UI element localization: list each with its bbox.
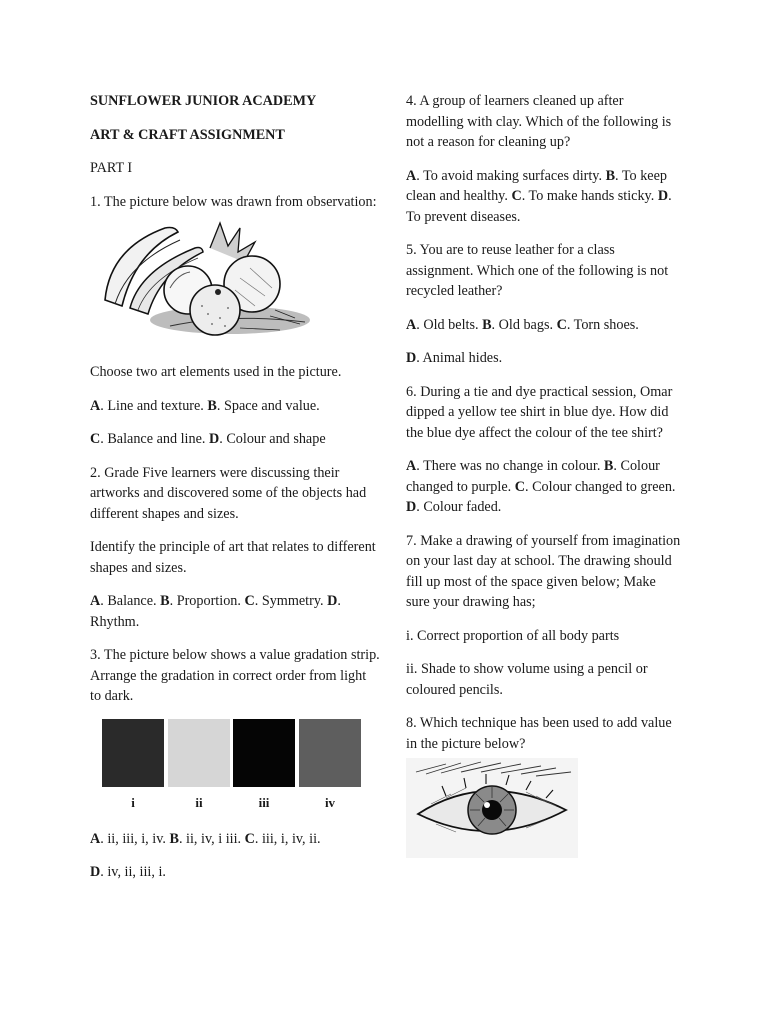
option-text: . Animal hides. [416,350,503,366]
question-7-item-1: i. Correct proportion of all body parts [406,627,620,644]
swatch-ii [168,719,230,787]
option-text: . Balance and line. [100,431,209,447]
swatch-iv [299,719,361,787]
option-text: . Old belts. [416,316,483,333]
option-text: . To make hands sticky. [521,188,658,204]
option-letter: A [406,458,417,474]
option-text: . Colour faded. [416,499,502,515]
swatch-iii [233,719,295,787]
eye-hatching-drawing [406,758,578,858]
option-letter: B [482,316,492,333]
fruit-still-life-drawing [90,218,320,340]
option-text: . Line and texture. [100,397,208,414]
question-5-stem: 5. You are to reuse leather for a class assignment. Which one of the following is not recycled leather? [406,242,669,299]
question-3-options-line-2 [90,862,380,883]
question-1-options-line-2 [90,429,380,450]
value-gradation-strip [90,719,380,829]
option-text: . iv, ii, iii, i. [100,864,166,880]
question-1-stem: 1. The picture below was drawn from observation: [90,193,377,210]
option-text: . Torn shoes. [566,316,639,333]
option-letter: C [511,188,522,204]
question-1-prompt: Choose two art elements used in the picture. [90,364,342,380]
question-1-options-line-1 [90,396,380,417]
swatch-i [102,719,164,787]
option-letter: D [657,188,669,204]
option-letter: C [90,431,101,447]
swatch-label: ii [195,794,203,810]
option-text: . To keep clean and healthy. [406,167,667,204]
option-text: . There was no change in colour. [416,458,604,474]
question-2-options [90,591,380,632]
option-letter: C [514,478,525,495]
option-letter: D [406,350,417,366]
option-letter: B [169,830,179,847]
option-letter: C [244,830,255,847]
option-letter: A [90,397,101,414]
question-5-options-line-2 [406,348,681,369]
option-text: . Symmetry. [254,593,328,609]
option-text: . iii, i, iv, ii. [254,830,321,847]
option-letter: B [605,167,616,184]
question-6-options [406,456,681,518]
option-text: . ii, iii, i, iv. [100,830,170,847]
question-4-options [406,166,681,228]
option-text: . Colour changed to purple. [406,458,660,495]
swatch-label: iii [258,794,270,810]
option-letter: D [327,593,338,609]
question-3-options-line-1 [90,829,380,850]
swatch-label: iv [324,794,336,810]
option-letter: A [406,167,417,184]
option-letter: D [90,864,101,880]
option-letter: A [90,593,101,609]
question-7-stem: 7. Make a drawing of yourself from imagination on your last day at school. The drawing should fill up most of the space given below; Make sure your drawing has; [406,532,681,610]
question-2-stem: 2. Grade Five learners were discussing their artworks and discovered some of the objects had different shapes and sizes. [90,464,367,522]
option-letter: C [556,316,567,333]
question-8-stem: 8. Which technique has been used to add value in the picture below? [406,715,672,752]
option-text: . Colour and shape [219,431,326,447]
option-text: . Balance. [100,593,161,609]
option-text: . Proportion. [169,593,245,609]
option-text: . To prevent diseases. [406,188,672,225]
option-text: . Space and value. [216,397,320,414]
swatch-label: i [131,794,135,810]
question-2-prompt: Identify the principle of art that relates to different shapes and sizes. [90,539,376,576]
option-letter: B [207,397,217,414]
part-heading: PART I [90,160,133,176]
option-text: . To avoid making surfaces dirty. [416,167,606,184]
option-letter: C [244,593,255,609]
school-name: SUNFLOWER JUNIOR ACADEMY [90,93,317,109]
question-4-stem: 4. A group of learners cleaned up after modelling with clay. Which of the following is not a reason for cleaning up? [406,93,672,150]
option-letter: D [208,431,220,447]
option-text: . Rhythm. [90,593,341,630]
option-text: . Colour changed to green. [524,478,676,495]
option-letter: B [603,458,614,474]
assignment-title: ART & CRAFT ASSIGNMENT [90,126,285,143]
option-letter: D [406,499,417,515]
option-letter: A [406,316,417,333]
option-letter: B [160,593,170,609]
option-letter: A [90,830,101,847]
question-6-stem: 6. During a tie and dye practical session, Omar dipped a yellow tee shirt in blue dye. How did the blue dye affect the colour of the tee shirt? [406,383,673,441]
right-column [406,91,681,858]
option-text: . Old bags. [491,316,557,333]
option-text: . ii, iv, i iii. [178,830,245,847]
left-column [90,91,380,896]
question-7-item-2: ii. Shade to show volume using a pencil or coloured pencils. [406,661,648,698]
question-3-stem: 3. The picture below shows a value gradation strip. Arrange the gradation in correct order from light to dark. [90,647,380,704]
question-5-options-line-1 [406,315,681,336]
